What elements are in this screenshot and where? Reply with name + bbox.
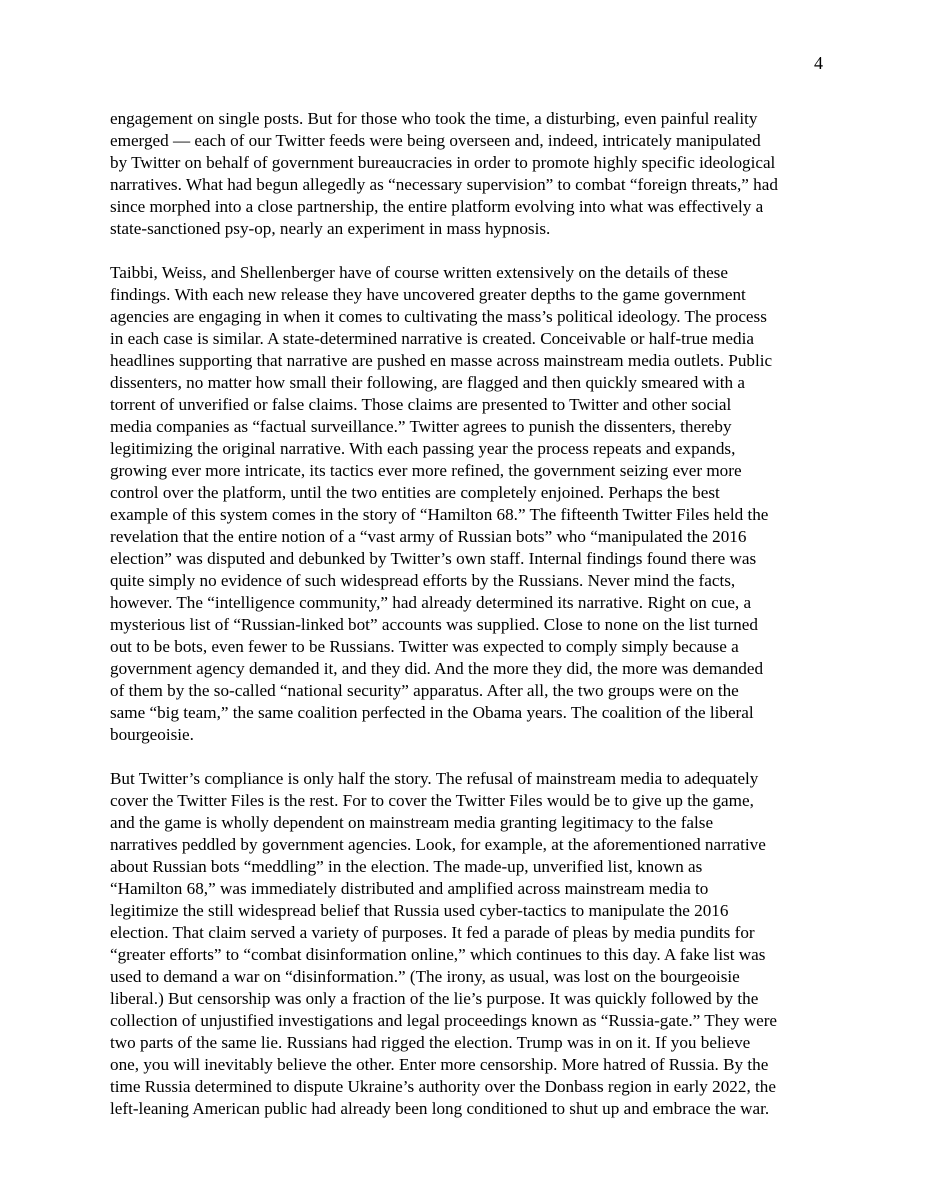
text-line: emerged — each of our Twitter feeds were being overseen and, indeed, intricately manipulated	[110, 131, 761, 150]
text-line: one, you will inevitably believe the other. Enter more censorship. More hatred of Russia. By the	[110, 1055, 769, 1074]
text-line: media companies as “factual surveillance.” Twitter agrees to punish the dissenters, thereby	[110, 417, 732, 436]
text-line: in each case is similar. A state-determined narrative is created. Conceivable or half-true media	[110, 329, 754, 348]
text-line: example of this system comes in the story of “Hamilton 68.” The fifteenth Twitter Files held the	[110, 505, 769, 524]
text-line: about Russian bots “meddling” in the election. The made-up, unverified list, known as	[110, 857, 703, 876]
text-line: mysterious list of “Russian-linked bot” accounts was supplied. Close to none on the list turned	[110, 615, 758, 634]
text-line: out to be bots, even fewer to be Russians. Twitter was expected to comply simply because a	[110, 637, 739, 656]
text-line: headlines supporting that narrative are pushed en masse across mainstream media outlets. Public	[110, 351, 773, 370]
text-line: growing ever more intricate, its tactics ever more refined, the government seizing ever more	[110, 461, 742, 480]
text-line: control over the platform, until the two entities are completely enjoined. Perhaps the best	[110, 483, 720, 502]
paragraph	[110, 768, 830, 1120]
text-line: engagement on single posts. But for those who took the time, a disturbing, even painful reality	[110, 109, 758, 128]
text-line: dissenters, no matter how small their following, are flagged and then quickly smeared with a	[110, 373, 745, 392]
text-line: government agency demanded it, and they did. And the more they did, the more was demanded	[110, 659, 764, 678]
text-line: and the game is wholly dependent on mainstream media granting legitimacy to the false	[110, 813, 714, 832]
text-line: legitimize the still widespread belief that Russia used cyber-tactics to manipulate the 2016	[110, 901, 729, 920]
text-line: used to demand a war on “disinformation.” (The irony, as usual, was lost on the bourgeoisie	[110, 967, 740, 986]
text-line: revelation that the entire notion of a “vast army of Russian bots” who “manipulated the 2016	[110, 527, 747, 546]
text-line: narratives. What had begun allegedly as “necessary supervision” to combat “foreign threats,” had	[110, 175, 778, 194]
text-line: since morphed into a close partnership, the entire platform evolving into what was effectively a	[110, 197, 764, 216]
text-line: left-leaning American public had already been long conditioned to shut up and embrace the war.	[110, 1099, 770, 1118]
text-line: same “big team,” the same coalition perfected in the Obama years. The coalition of the liberal	[110, 703, 754, 722]
text-line: however. The “intelligence community,” had already determined its narrative. Right on cue, a	[110, 593, 752, 612]
text-line: bourgeoisie.	[110, 725, 194, 744]
text-line: liberal.) But censorship was only a fraction of the lie’s purpose. It was quickly followed by the	[110, 989, 759, 1008]
page-number: 4	[814, 53, 823, 73]
text-line: “greater efforts” to “combat disinformation online,” which continues to this day. A fake list was	[110, 945, 766, 964]
text-line: “Hamilton 68,” was immediately distributed and amplified across mainstream media to	[110, 879, 709, 898]
text-line: agencies are engaging in when it comes to cultivating the mass’s political ideology. The process	[110, 307, 767, 326]
text-line: state-sanctioned psy-op, nearly an experiment in mass hypnosis.	[110, 219, 551, 238]
text-line: collection of unjustified investigations and legal proceedings known as “Russia-gate.” They were	[110, 1011, 778, 1030]
text-line: of them by the so-called “national security” apparatus. After all, the two groups were on the	[110, 681, 739, 700]
text-line: findings. With each new release they have uncovered greater depths to the game government	[110, 285, 746, 304]
paragraph	[110, 262, 830, 746]
text-line: election. That claim served a variety of purposes. It fed a parade of pleas by media pundits for	[110, 923, 755, 942]
text-line: quite simply no evidence of such widespread efforts by the Russians. Never mind the facts,	[110, 571, 736, 590]
text-line: Taibbi, Weiss, and Shellenberger have of course written extensively on the details of these	[110, 263, 728, 282]
text-line: torrent of unverified or false claims. Those claims are presented to Twitter and other social	[110, 395, 732, 414]
text-line: cover the Twitter Files is the rest. For to cover the Twitter Files would be to give up the game,	[110, 791, 754, 810]
text-line: time Russia determined to dispute Ukraine’s authority over the Donbass region in early 2022, the	[110, 1077, 776, 1096]
body-text	[110, 108, 830, 1142]
text-line: legitimizing the original narrative. With each passing year the process repeats and expands,	[110, 439, 736, 458]
text-line: election” was disputed and debunked by Twitter’s own staff. Internal findings found there was	[110, 549, 757, 568]
paragraph	[110, 108, 830, 240]
text-line: two parts of the same lie. Russians had rigged the election. Trump was in on it. If you believe	[110, 1033, 751, 1052]
text-line: by Twitter on behalf of government bureaucracies in order to promote highly specific ideological	[110, 153, 776, 172]
text-line: narratives peddled by government agencies. Look, for example, at the aforementioned narrative	[110, 835, 766, 854]
text-line: But Twitter’s compliance is only half the story. The refusal of mainstream media to adequately	[110, 769, 759, 788]
